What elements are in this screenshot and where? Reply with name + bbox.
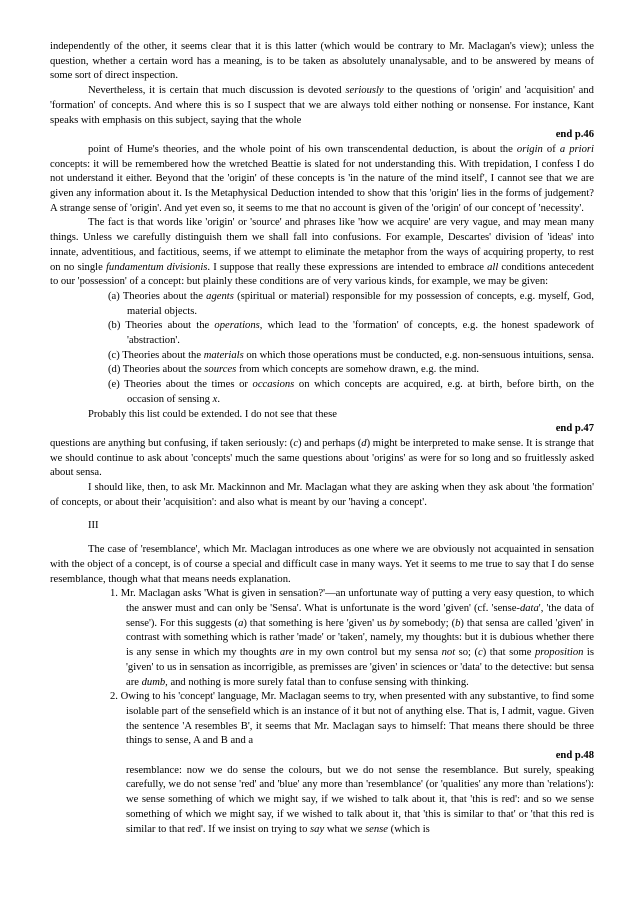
page-end-marker-46: end p.46 [555,129,594,141]
page-end-marker-48: end p.48 [555,750,594,762]
numbered-item-2: 2. Owing to his 'concept' language, Mr. Maclagan seems to try, when presented with any substantive, to find some isolable part of the sensefield which is an instance of it but not of anything else. That is, I admit, vague. Given the sentence 'A resembles B', it seems that Mr. Maclagan says to himself: That means there should be three things to sense, A and B and a [110,691,594,747]
list-item-c: (c) Theories about the materials on which those operations must be conducted, e.g. non-sensuous intuitions, sensa. [108,349,594,361]
paragraph-7: I should like, then, to ask Mr. Mackinnon and Mr. Maclagan what they are asking when they ask about 'the formation' of concepts, or about their 'acquisition': and also what is meant by our 'having a concept'. [50,482,594,508]
document-page [50,40,594,837]
paragraph-5: Probably this list could be extended. I do not see that these [88,408,337,420]
section-heading: III [88,519,99,531]
list-item-a: (a) Theories about the agents (spiritual or material) responsible for my possession of concepts, e.g. myself, God, material objects. [108,290,594,317]
numbered-item-2-continued: resemblance: now we do sense the colours, but we do not sense the resemblance. But surely, speaking carefully, we do not sense 'red' and 'blue' any more than 'resemblance' (or 'qualities' any more than 'relations'): we sense something of which we might say, if we wished to talk about it, that 'this is red': and so we sense something of which we might say, if we wished to talk about it, that 'this is similar to that' or 'that this red is similar to that red'. If we insist on trying to say what we sense (which is [126,764,594,835]
paragraph-2: Nevertheless, it is certain that much discussion is devoted seriously to the questions of 'origin' and 'acquisition' and 'formation' of concepts. And where this is so I suspect that we are always told either nothing or nonsense. For instance, Kant speaks with emphasis on this subject, saying that the whole [50,85,594,126]
list-item-e: (e) Theories about the times or occasions on which concepts are acquired, e.g. at birth, before birth, on the occasion of sensing x. [108,379,594,405]
paragraph-3: point of Hume's theories, and the whole point of his own transcendental deduction, is about the origin of a priori concepts: it will be remembered how the wretched Beattie is slated for not understanding this. With trepidation, I confess I do not understand it either. Beyond that the 'origin' of these concepts is 'in the nature of the mind itself', I cannot see that we are given any information about it. Is the Metaphysical Deduction intended to show that this 'origin' lies in the forms of judgement? A strange sense of 'origin'. And yet even so, it seems to me that no account is given of the 'origin' of our concept of 'necessity'. [50,143,594,214]
numbered-item-1: 1. Mr. Maclagan asks 'What is given in sensation?'—an unfortunate way of putting a very easy question, to which the answer must and can only be 'Sensa'. What is unfortunate is the word 'given' (cf. 'sense-data', 'the data of sense'). For this suggests (a) that something is here 'given' us by somebody; (b) that sensa are called 'given' in contrast with something which is rather 'made' or 'taken', namely, my thoughts: but it is dubious whether there is any sense in which my thoughts are in my own control but my sensa not so; (c) that some proposition is 'given' to us in sensation as incorrigible, as premisses are 'given' in sciences or 'data' to the detective: but sensa are dumb, and nothing is more surely fatal than to confuse sensing with thinking. [110,588,594,688]
paragraph-1: independently of the other, it seems clear that it is this latter (which would be contrary to Mr. Maclagan's view); unless the question, whether a certain word has a meaning, is to be taken as absolutely unanalysable, and to be answered by means of some sort of direct inspection. [50,41,594,82]
paragraph-8: The case of 'resemblance', which Mr. Maclagan introduces as one where we are obviously not acquainted in sensation with the object of a concept, is of course a special and difficult case in many ways. Yet it seems to me true to say that I do sense resemblance, though what that means needs explanation. [50,544,594,585]
page-end-marker-47: end p.47 [555,423,594,435]
list-item-b: (b) Theories about the operations, which lead to the 'formation' of concepts, e.g. the honest spadework of 'abstraction'. [108,320,595,347]
paragraph-4: The fact is that words like 'origin' or 'source' and phrases like 'how we acquire' are very vague, and may mean many things. Unless we carefully distinguish them we shall fall into confusions. For example, Descartes' division of 'ideas' into innate, adventitious, and factitious, seems, if we attempt to eliminate the metaphor from the ways of acquiring property, to rest on no single fundamentum divisionis. I suppose that really these expressions are intended to embrace all conditions antecedent to our 'possession' of a concept: but plainly these conditions are of very various kinds, for example, we may be given: [50,217,594,288]
paragraph-6: questions are anything but confusing, if taken seriously: (c) and perhaps (d) might be interpreted to make sense. It is strange that we should continue to ask about 'concepts' much the same questions about 'origins' as were for so long and so fruitlessly asked about sensa. [50,437,594,479]
list-item-d: (d) Theories about the sources from which concepts are somehow drawn, e.g. the mind. [108,364,479,376]
